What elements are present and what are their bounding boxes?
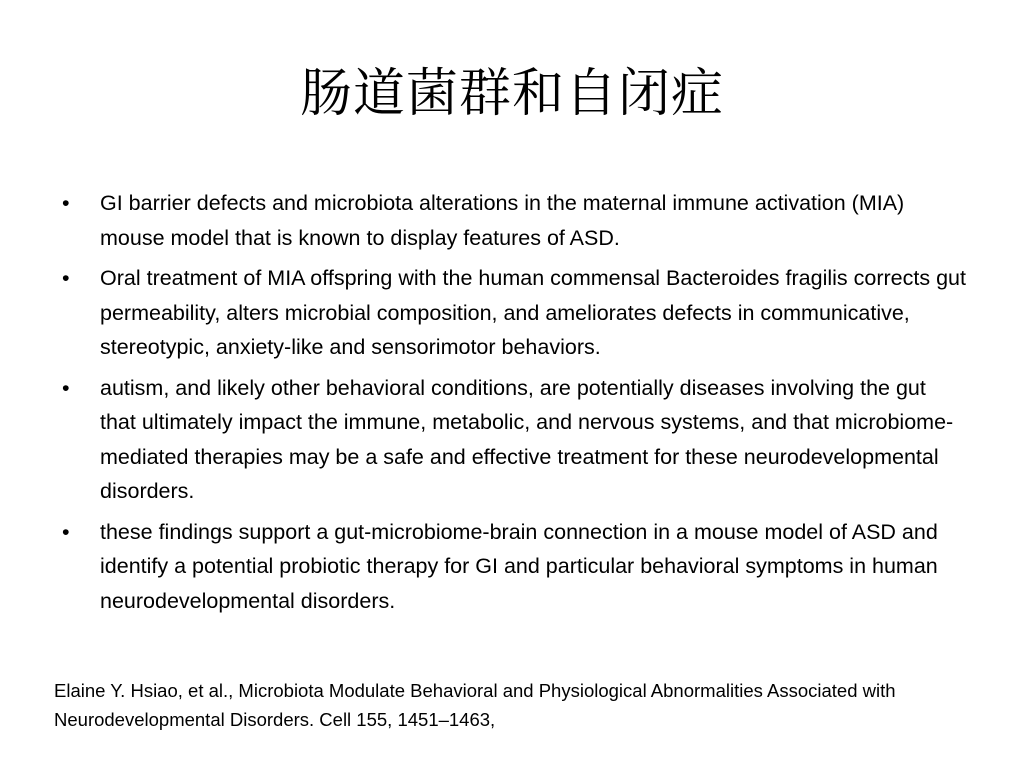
bullet-marker [62, 371, 82, 406]
slide-title: 肠道菌群和自闭症 [299, 64, 724, 124]
bullet-marker [62, 515, 82, 550]
bullet-text: Oral treatment of MIA offspring with the human commensal Bacteroides fragilis corrects gut permeability, alters microbial composition, and ameliorates defects in communicative, stereotypic, anxiety-like and sensorimotor behaviors. [100, 266, 966, 359]
bullet-item [56, 371, 966, 509]
bullet-list [56, 186, 966, 624]
bullet-marker [62, 186, 82, 221]
bullet-text: GI barrier defects and microbiota alterations in the maternal immune activation (MIA) mouse model that is known to display features of ASD. [100, 191, 905, 250]
bullet-marker [62, 261, 82, 296]
bullet-text: these findings support a gut-microbiome-brain connection in a mouse model of ASD and identify a potential probiotic therapy for GI and particular behavioral symptoms in human neurodevelopmental disorders. [100, 519, 938, 613]
citation-text: Elaine Y. Hsiao, et al., Microbiota Modulate Behavioral and Physiological Abnormalities Associated with Neurodevelopmental Disorders. Cell 155, 1451–1463, [54, 680, 896, 730]
bullet-item [56, 261, 966, 365]
bullet-text: autism, and likely other behavioral conditions, are potentially diseases involving the gut that ultimately impact the immune, metabolic, and nervous systems, and that microbiome-mediated therapies may be a safe and effective treatment for these neurodevelopmental disorders. [100, 375, 954, 503]
bullet-item [56, 186, 966, 255]
bullet-item [56, 515, 966, 619]
